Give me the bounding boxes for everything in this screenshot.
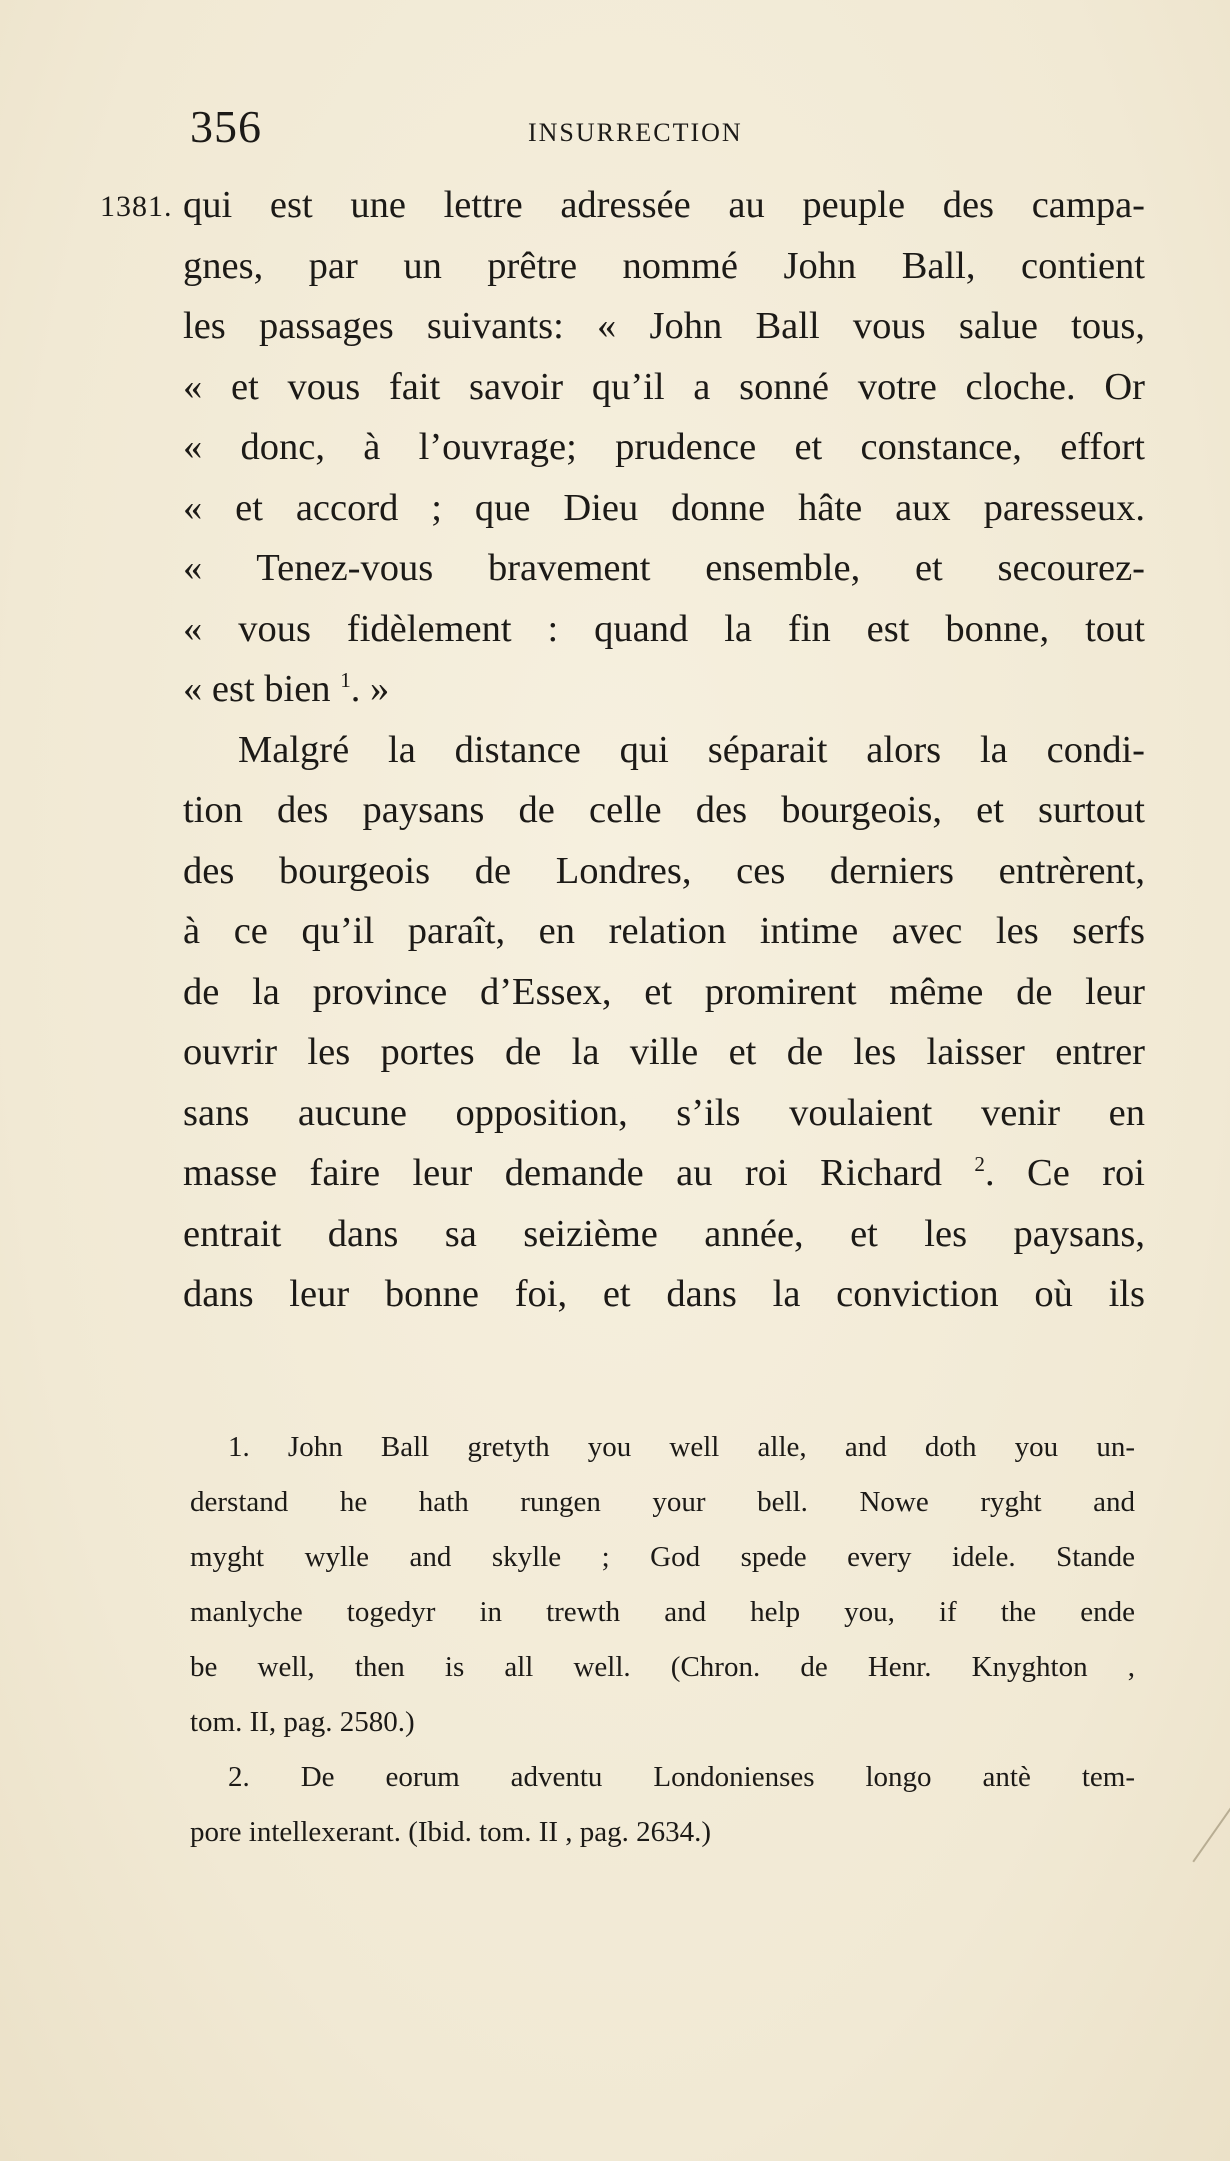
text-fragment: . Ce roi [984, 1152, 1145, 1194]
footnote-line: be well, then is all well. (Chron. de Henr. Knyghton , [190, 1651, 1135, 1683]
text-line: sans aucune opposition, s’ils voulaient venir en [183, 1091, 1145, 1134]
footnote-ref-2: 2 [974, 1152, 985, 1177]
text-line: Malgré la distance qui séparait alors la condi- [238, 728, 1145, 771]
footnote-line: myght wylle and skylle ; God spede every idele. Stande [190, 1541, 1135, 1573]
footnote-line: tom. II, pag. 2580.) [190, 1706, 415, 1738]
text-line: gnes, par un prêtre nommé John Ball, contient [183, 244, 1145, 287]
text-line: « Tenez-vous bravement ensemble, et secourez- [183, 547, 1145, 589]
text-line: dans leur bonne foi, et dans la conviction où ils [183, 1273, 1145, 1315]
footnote-ref-1: 1 [340, 668, 351, 693]
footnote-line: 2. De eorum adventu Londonienses longo antè tem- [228, 1761, 1135, 1793]
text-line: qui est une lettre adressée au peuple des campa- [183, 184, 1145, 226]
margin-year-note: 1381. [100, 190, 173, 223]
text-line [183, 1143, 1145, 1204]
text-fragment: . » [350, 668, 390, 710]
text-line: « vous fidèlement : quand la fin est bonne, tout [183, 607, 1145, 650]
text-line: les passages suivants: « John Ball vous salue tous, [183, 305, 1145, 347]
scan-edge-mark [1192, 1788, 1230, 1863]
footnote-line: 1. John Ball gretyth you well alle, and doth you un- [228, 1431, 1135, 1463]
text-line: à ce qu’il paraît, en relation intime avec les serfs [183, 910, 1145, 952]
text-line: « et accord ; que Dieu donne hâte aux paresseux. [183, 486, 1145, 529]
text-line: « et vous fait savoir qu’il a sonné votre cloche. Or [183, 365, 1145, 408]
text-line: de la province d’Essex, et promirent même de leur [183, 970, 1145, 1013]
text-line: « donc, à l’ouvrage; prudence et constance, effort [183, 426, 1145, 468]
footnote-line: derstand he hath rungen your bell. Nowe ryght and [190, 1486, 1135, 1518]
text-line: des bourgeois de Londres, ces derniers entrèrent, [183, 849, 1145, 892]
page-number: 356 [190, 101, 262, 152]
text-line: tion des paysans de celle des bourgeois, et surtout [183, 789, 1145, 831]
page-header [190, 100, 1140, 160]
footnote-line: manlyche togedyr in trewth and help you, if the ende [190, 1596, 1135, 1628]
text-fragment: masse faire leur demande au roi Richard [183, 1152, 942, 1194]
footnotes [190, 1420, 1135, 1860]
main-text [183, 175, 1145, 1325]
text-line [183, 659, 1145, 720]
text-line: entrait dans sa seizième année, et les paysans, [183, 1212, 1145, 1255]
text-fragment: « est bien [183, 668, 331, 710]
text-line: ouvrir les portes de la ville et de les laisser entrer [183, 1031, 1145, 1073]
running-title: INSURRECTION [528, 118, 743, 147]
footnote-line: pore intellexerant. (Ibid. tom. II , pag. 2634.) [190, 1816, 712, 1848]
